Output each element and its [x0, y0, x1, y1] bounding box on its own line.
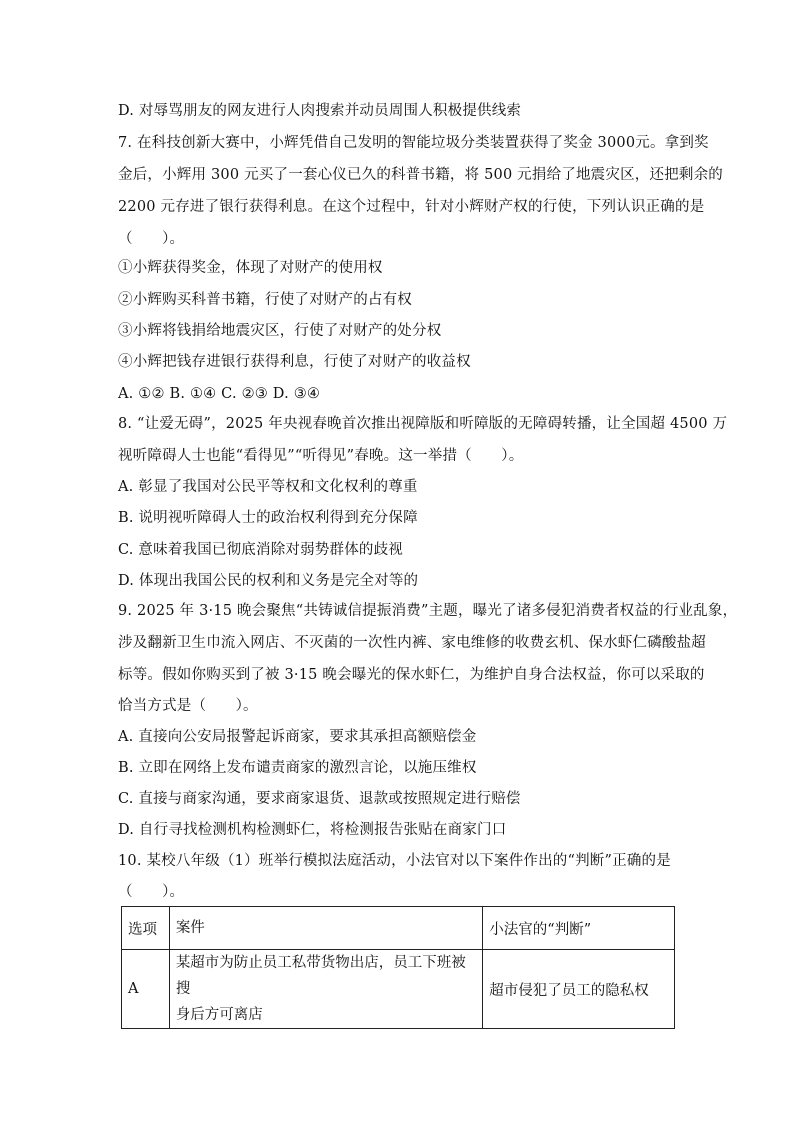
- q8-stem-line-2: 视听障碍人士也能“看得见”“听得见”春晚。这一举措（ ）。: [118, 448, 524, 464]
- q7-statement-2: ②小辉购买科普书籍，行使了对财产的占有权: [118, 292, 412, 308]
- q9-option-c: C. 直接与商家沟通，要求商家退货、退款或按照规定进行赔偿: [118, 791, 521, 807]
- q7-statement-4: ④小辉把钱存进银行获得利息，行使了对财产的收益权: [118, 354, 471, 370]
- table-cell-case-line-2: 身后方可离店: [175, 1007, 263, 1023]
- q8-option-b: B. 说明视听障碍人士的政治权利得到充分保障: [118, 510, 418, 526]
- q9-option-a: A. 直接向公安局报警起诉商家，要求其承担高额赔偿金: [118, 729, 477, 745]
- q10-case-table: [121, 906, 675, 1029]
- q9-option-b: B. 立即在网络上发布谴责商家的激烈言论，以施压维权: [118, 760, 477, 776]
- table-header-case: 案件: [169, 907, 482, 950]
- q10-stem-line-2: （ ）。: [118, 884, 185, 900]
- q7-stem-line-4: （ ）。: [118, 231, 185, 247]
- table-cell-judgment: 超市侵犯了员工的隐私权: [483, 950, 675, 1029]
- q6-option-d: D. 对辱骂朋友的网友进行人肉搜索并动员周围人积极提供线索: [118, 103, 522, 119]
- q9-stem-line-3: 标等。假如你购买到了被 3·15 晚会曝光的保水虾仁，为维护自身合法权益，你可以采取的: [118, 667, 705, 683]
- q8-option-d: D. 体现出我国公民的权利和义务是完全对等的: [118, 573, 419, 589]
- q7-options: A. ①② B. ①④ C. ②③ D. ③④: [118, 386, 321, 402]
- table-header-option: 选项: [122, 907, 170, 950]
- q8-stem-line-1: 8. “让爱无碍”，2025 年央视春晚首次推出视障版和听障版的无障碍转播，让全国超 4500 万: [118, 416, 728, 432]
- q8-option-a: A. 彰显了我国对公民平等权和文化权利的尊重: [118, 479, 418, 495]
- q7-stem-line-3: 2200 元存进了银行获得利息。在这个过程中，针对小辉财产权的行使，下列认识正确的是: [118, 199, 705, 215]
- table-row: [122, 950, 675, 1029]
- table-header-row: [122, 907, 675, 950]
- q8-option-c: C. 意味着我国已彻底消除对弱势群体的歧视: [118, 542, 403, 558]
- q7-stem-line-2: 金后，小辉用 300 元买了一套心仪已久的科普书籍，将 500 元捐给了地震灾区，还把剩余的: [118, 167, 723, 183]
- q9-stem-line-2: 涉及翻新卫生巾流入网店、不灭菌的一次性内裤、家电维修的收费玄机、保水虾仁磷酸盐超: [118, 635, 706, 651]
- table-header-judgment: 小法官的“判断”: [483, 907, 675, 950]
- q9-stem-line-1: 9. 2025 年 3·15 晚会聚焦“共铸诚信提振消费”主题，曝光了诸多侵犯消费者权益的行业乱象，: [118, 603, 738, 619]
- q9-option-d: D. 自行寻找检测机构检测虾仁，将检测报告张贴在商家门口: [118, 822, 507, 838]
- table-cell-case: [169, 950, 482, 1029]
- q7-stem-line-1: 7. 在科技创新大赛中，小辉凭借自己发明的智能垃圾分类装置获得了奖金 3000元。拿到奖: [118, 135, 709, 151]
- q7-statement-1: ①小辉获得奖金，体现了对财产的使用权: [118, 260, 383, 276]
- table-cell-option: A: [122, 950, 170, 1029]
- q9-stem-line-4: 恰当方式是（ ）。: [118, 698, 258, 714]
- q10-stem-line-1: 10. 某校八年级（1）班举行模拟法庭活动，小法官对以下案件作出的“判断”正确的是: [118, 853, 671, 869]
- q7-statement-3: ③小辉将钱捐给地震灾区，行使了对财产的处分权: [118, 323, 442, 339]
- table-cell-case-line-1: 某超市为防止员工私带货物出店，员工下班被搜: [175, 955, 466, 997]
